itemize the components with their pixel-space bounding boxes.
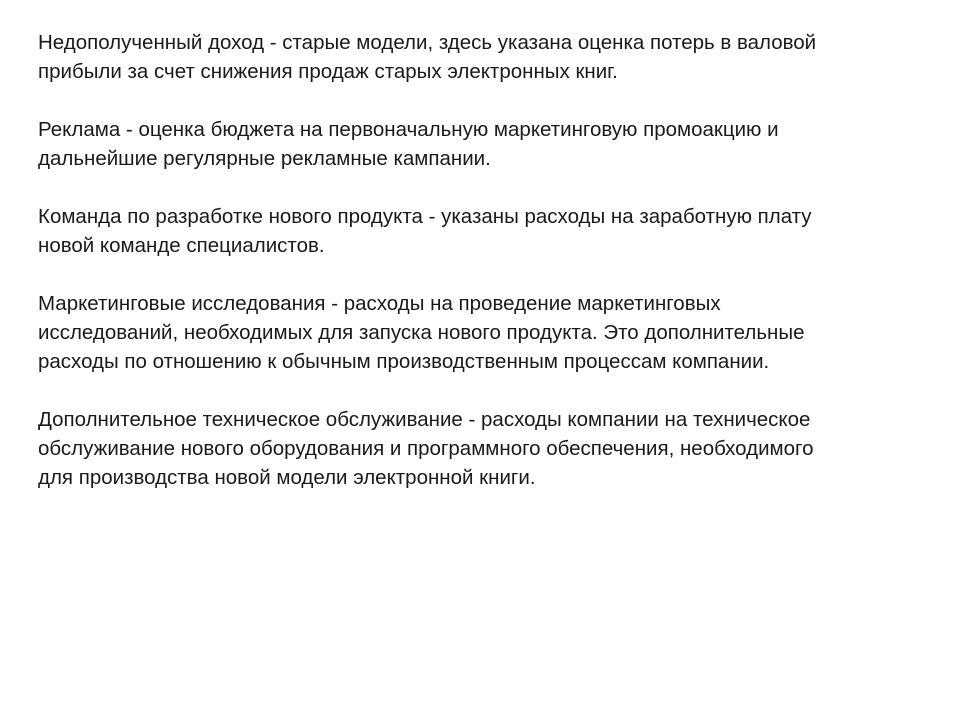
- paragraph-line: Дополнительное техническое обслуживание - расходы компании на техническое: [38, 408, 811, 431]
- paragraph-line: новой команде специалистов.: [38, 234, 325, 257]
- paragraph-lost-revenue: [38, 28, 918, 86]
- text-body: [38, 28, 918, 521]
- paragraph-line: прибыли за счет снижения продаж старых электронных книг.: [38, 60, 618, 83]
- paragraph-line: дальнейшие регулярные рекламные кампании.: [38, 147, 491, 170]
- paragraph-line: Команда по разработке нового продукта - указаны расходы на заработную плату: [38, 205, 812, 228]
- paragraph-advertising: [38, 115, 918, 173]
- paragraph-dev-team: [38, 202, 918, 260]
- paragraph-line: Реклама - оценка бюджета на первоначальную маркетинговую промоакцию и: [38, 118, 779, 141]
- paragraph-line: исследований, необходимых для запуска нового продукта. Это дополнительные: [38, 321, 805, 344]
- paragraph-line: Маркетинговые исследования - расходы на проведение маркетинговых: [38, 292, 721, 315]
- paragraph-maintenance: [38, 405, 918, 492]
- paragraph-line: для производства новой модели электронной книги.: [38, 466, 536, 489]
- paragraph-line: обслуживание нового оборудования и программного обеспечения, необходимого: [38, 437, 814, 460]
- paragraph-market-research: [38, 289, 918, 376]
- paragraph-line: расходы по отношению к обычным производственным процессам компании.: [38, 350, 770, 373]
- paragraph-line: Недополученный доход - старые модели, здесь указана оценка потерь в валовой: [38, 31, 817, 54]
